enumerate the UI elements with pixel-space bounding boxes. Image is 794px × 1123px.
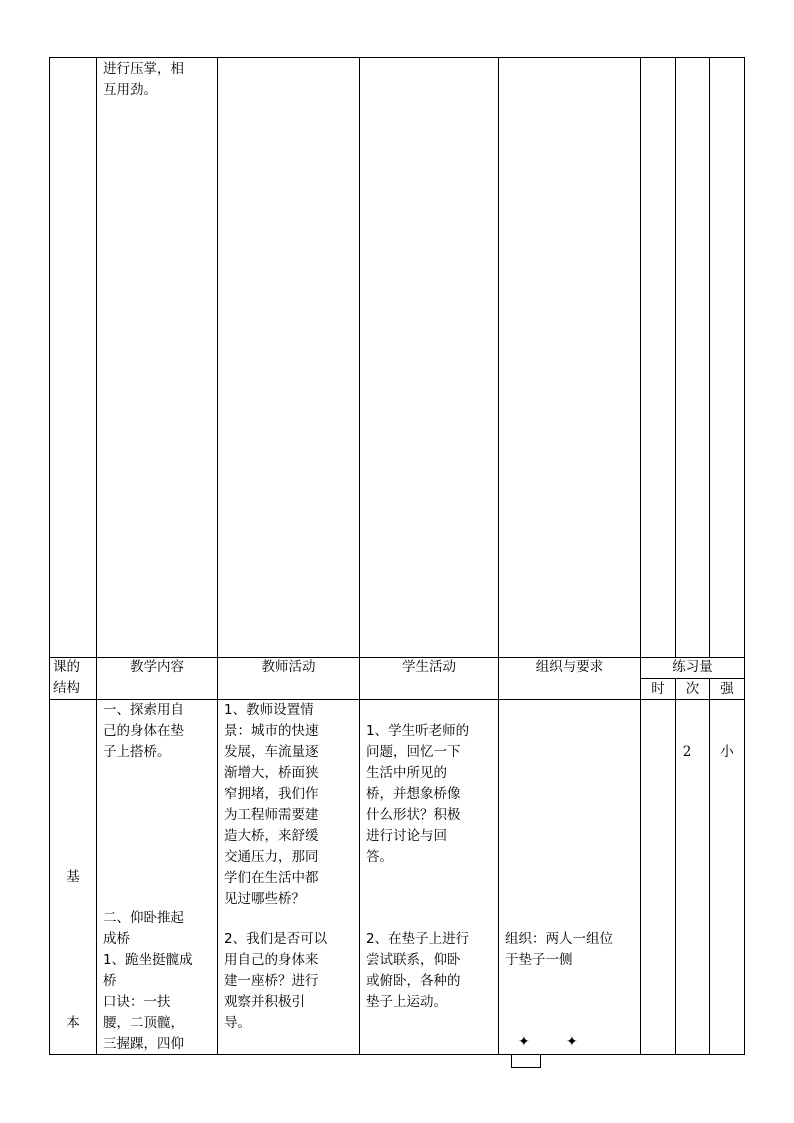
header-practice-amount: 练习量 [672,659,713,675]
col-line-7-lower [709,678,710,1055]
content-part-1: 一、探索用自 己的身体在垫 子上搭桥。 [103,702,184,760]
col-line-4 [498,57,499,1055]
organization-requirement: 组织：两人一组位 于垫子一侧 [505,931,613,968]
content-part-2: 二、仰卧推起 成桥 1、跪坐挺髋成 桥 口诀：一扶 腰，二顶髋， 三握踝，四仰 [103,910,193,1052]
col-line-6-upper [675,57,676,658]
col-line-0 [49,57,50,1055]
header-times: 次 [685,681,700,697]
formation-star-right-icon: ✦ [566,1034,578,1050]
header-teaching-content: 教学内容 [130,659,184,675]
practice-intensity-value: 小 [720,744,734,760]
content-continuation-text: 进行压掌，相 互用劲。 [103,61,184,98]
student-activity-1: 1、学生听老师的 问题，回忆一下 生活中所见的 桥，并想象桥像 什么形状？积极 进行讨论与回 答。 [366,723,470,865]
col-line-8 [744,57,745,1055]
col-line-7-upper [709,57,710,658]
col-line-5 [640,57,641,1055]
header-teacher-activity: 教师活动 [261,659,316,675]
col-line-2 [217,57,218,1055]
formation-star-left-icon: ✦ [518,1034,530,1050]
structure-label-ji: 基 [66,869,80,885]
structure-label-ben: 本 [66,1015,80,1031]
teacher-activity-2: 2、我们是否可以 用自己的身体来 建一座桥？进行 观察并积极引 导。 [224,931,328,1031]
formation-mat-rectangle [511,1054,541,1068]
header-intensity: 强 [720,681,734,697]
col-line-3 [359,57,360,1055]
header-time: 时 [651,681,665,697]
student-activity-2: 2、在垫子上进行 尝试联系，仰卧 或俯卧，各种的 垫子上运动。 [366,931,470,1010]
teacher-activity-1: 1、教师设置情 景：城市的快速 发展，车流量逐 渐增大，桥面狭 窄拥堵，我们作 为工程师需要建 造大桥，来舒缓 交通压力，那同 学们在生活中都 见过哪些桥？ [224,702,319,907]
col-line-1 [96,57,97,1055]
col-line-6-lower [675,678,676,1055]
header-organization: 组织与要求 [535,659,604,675]
header-student-activity: 学生活动 [402,659,456,675]
header-lesson-structure: 课的 结构 [53,659,80,696]
practice-times-value: 2 [682,744,692,760]
